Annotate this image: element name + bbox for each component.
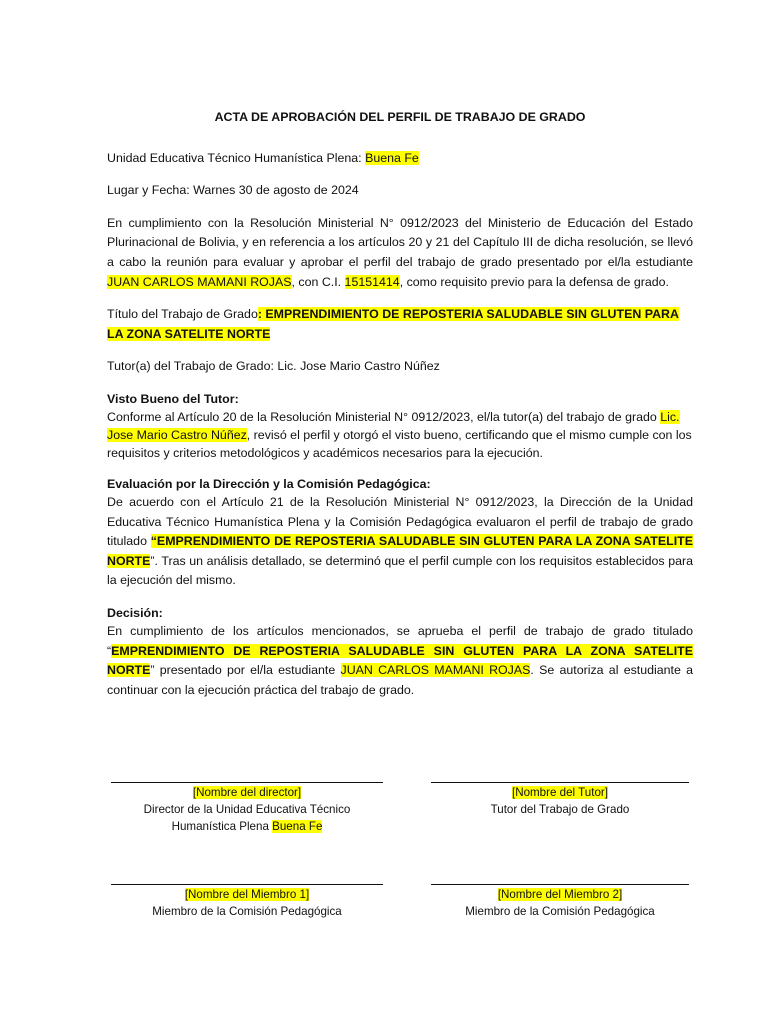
signature-line [431,782,689,783]
evaluacion-titulo: “EMPRENDIMIENTO DE REPOSTERIA SALUDABLE SIN GLUTEN PARA LA ZONA SATELITE NORTE [107,534,693,568]
tutor-line: Tutor(a) del Trabajo de Grado: Lic. Jose Mario Castro Núñez [107,359,440,374]
student-ci: 15151414 [344,274,400,289]
visto-bueno-paragraph [107,408,693,462]
tutor-name: Lic. Jose Mario Castro Núñez [107,409,680,442]
director-role-2 [111,818,383,835]
decision-paragraph [107,622,693,700]
intro-paragraph [107,214,693,292]
member2-name: [Nombre del Miembro 2] [497,888,623,901]
member2-role: Miembro de la Comisión Pedagógica [465,905,655,918]
signature-director [111,782,383,835]
titulo-trabajo-line [107,305,693,344]
evaluacion-text-2: ”. Tras un análisis detallado, se determinó que el perfil cumple con los requisitos establecidos para la ejecución del mismo. [107,553,693,588]
signature-tutor [431,782,689,818]
visto-bueno-heading: Visto Bueno del Tutor: [107,391,239,406]
student-name: JUAN CARLOS MAMANI ROJAS [107,274,292,289]
director-school-name: Buena Fe [272,820,323,833]
unidad-educativa-line [107,149,693,169]
unidad-label: Unidad Educativa Técnico Humanística Plena: [107,150,366,165]
lugar-fecha-line: Lugar y Fecha: Warnes 30 de agosto de 2024 [107,183,359,198]
evaluacion-heading: Evaluación por la Dirección y la Comisión Pedagógica: [107,476,431,491]
director-role-text: Humanística Plena [171,820,273,833]
intro-text-2: , con C.I. [291,274,345,289]
visto-bueno-text-2: , revisó el perfil y otorgó el visto bueno, certificando que el mismo cumple con los requisitos y criterios metodológicos y académicos necesarios para la ejecución. [107,427,692,460]
signature-line [111,782,383,783]
signature-member-2 [431,884,689,920]
signature-line [111,884,383,885]
evaluacion-text-1: De acuerdo con el Artículo 21 de la Resolución Ministerial N° 0912/2023, la Dirección de la Unidad Educativa Técnico Humanística Plena y la Comisión Pedagógica evaluaron el perfil de trabajo de grado titulado [107,494,693,549]
decision-titulo: EMPRENDIMIENTO DE REPOSTERIA SALUDABLE SIN GLUTEN PARA LA ZONA SATELITE NORTE [107,643,693,678]
evaluacion-paragraph [107,493,693,591]
titulo-label: Título del Trabajo de Grado [107,307,258,322]
decision-student: JUAN CARLOS MAMANI ROJAS [340,663,531,678]
intro-text-3: , como requisito previo para la defensa de grado. [399,274,670,289]
tutor-signature-role: Tutor del Trabajo de Grado [490,803,630,816]
signature-member-1 [111,884,383,920]
decision-section [107,604,693,700]
decision-text-1: En cumplimiento de los artículos mencionados, se aprueba el perfil de trabajo de grado titulado “ [107,623,693,658]
unidad-name: Buena Fe [365,150,419,165]
member1-name: [Nombre del Miembro 1] [184,888,310,901]
decision-text-2: ” presentado por el/la estudiante [150,663,341,678]
tutor-signature-name: [Nombre del Tutor] [511,786,608,799]
visto-bueno-text-1: Conforme al Artículo 20 de la Resolución Ministerial N° 0912/2023, el/la tutor(a) del trabajo de grado [107,409,661,424]
evaluacion-section [107,475,693,591]
visto-bueno-section [107,390,693,462]
director-role-1: Director de la Unidad Educativa Técnico [143,803,351,816]
document-title: ACTA DE APROBACIÓN DEL PERFIL DE TRABAJO DE GRADO [214,110,586,124]
signature-line [431,884,689,885]
director-name: [Nombre del director] [192,786,302,799]
titulo-value: : EMPRENDIMIENTO DE REPOSTERIA SALUDABLE SIN GLUTEN PARA LA ZONA SATELITE NORTE [107,307,679,341]
member1-role: Miembro de la Comisión Pedagógica [152,905,342,918]
decision-text-3: . Se autoriza al estudiante a continuar con la ejecución práctica del trabajo de grado. [107,663,694,697]
decision-heading: Decisión: [107,605,163,620]
intro-text-1: En cumplimiento con la Resolución Ministerial N° 0912/2023 del Ministerio de Educación del Estado Plurinacional de Bolivia, y en referencia a los artículos 20 y 21 del Capítulo III de dicha resolución, se llevó a cabo la reunión para evaluar y aprobar el perfil del trabajo de grado presentado por el/la estudiante [107,215,693,269]
